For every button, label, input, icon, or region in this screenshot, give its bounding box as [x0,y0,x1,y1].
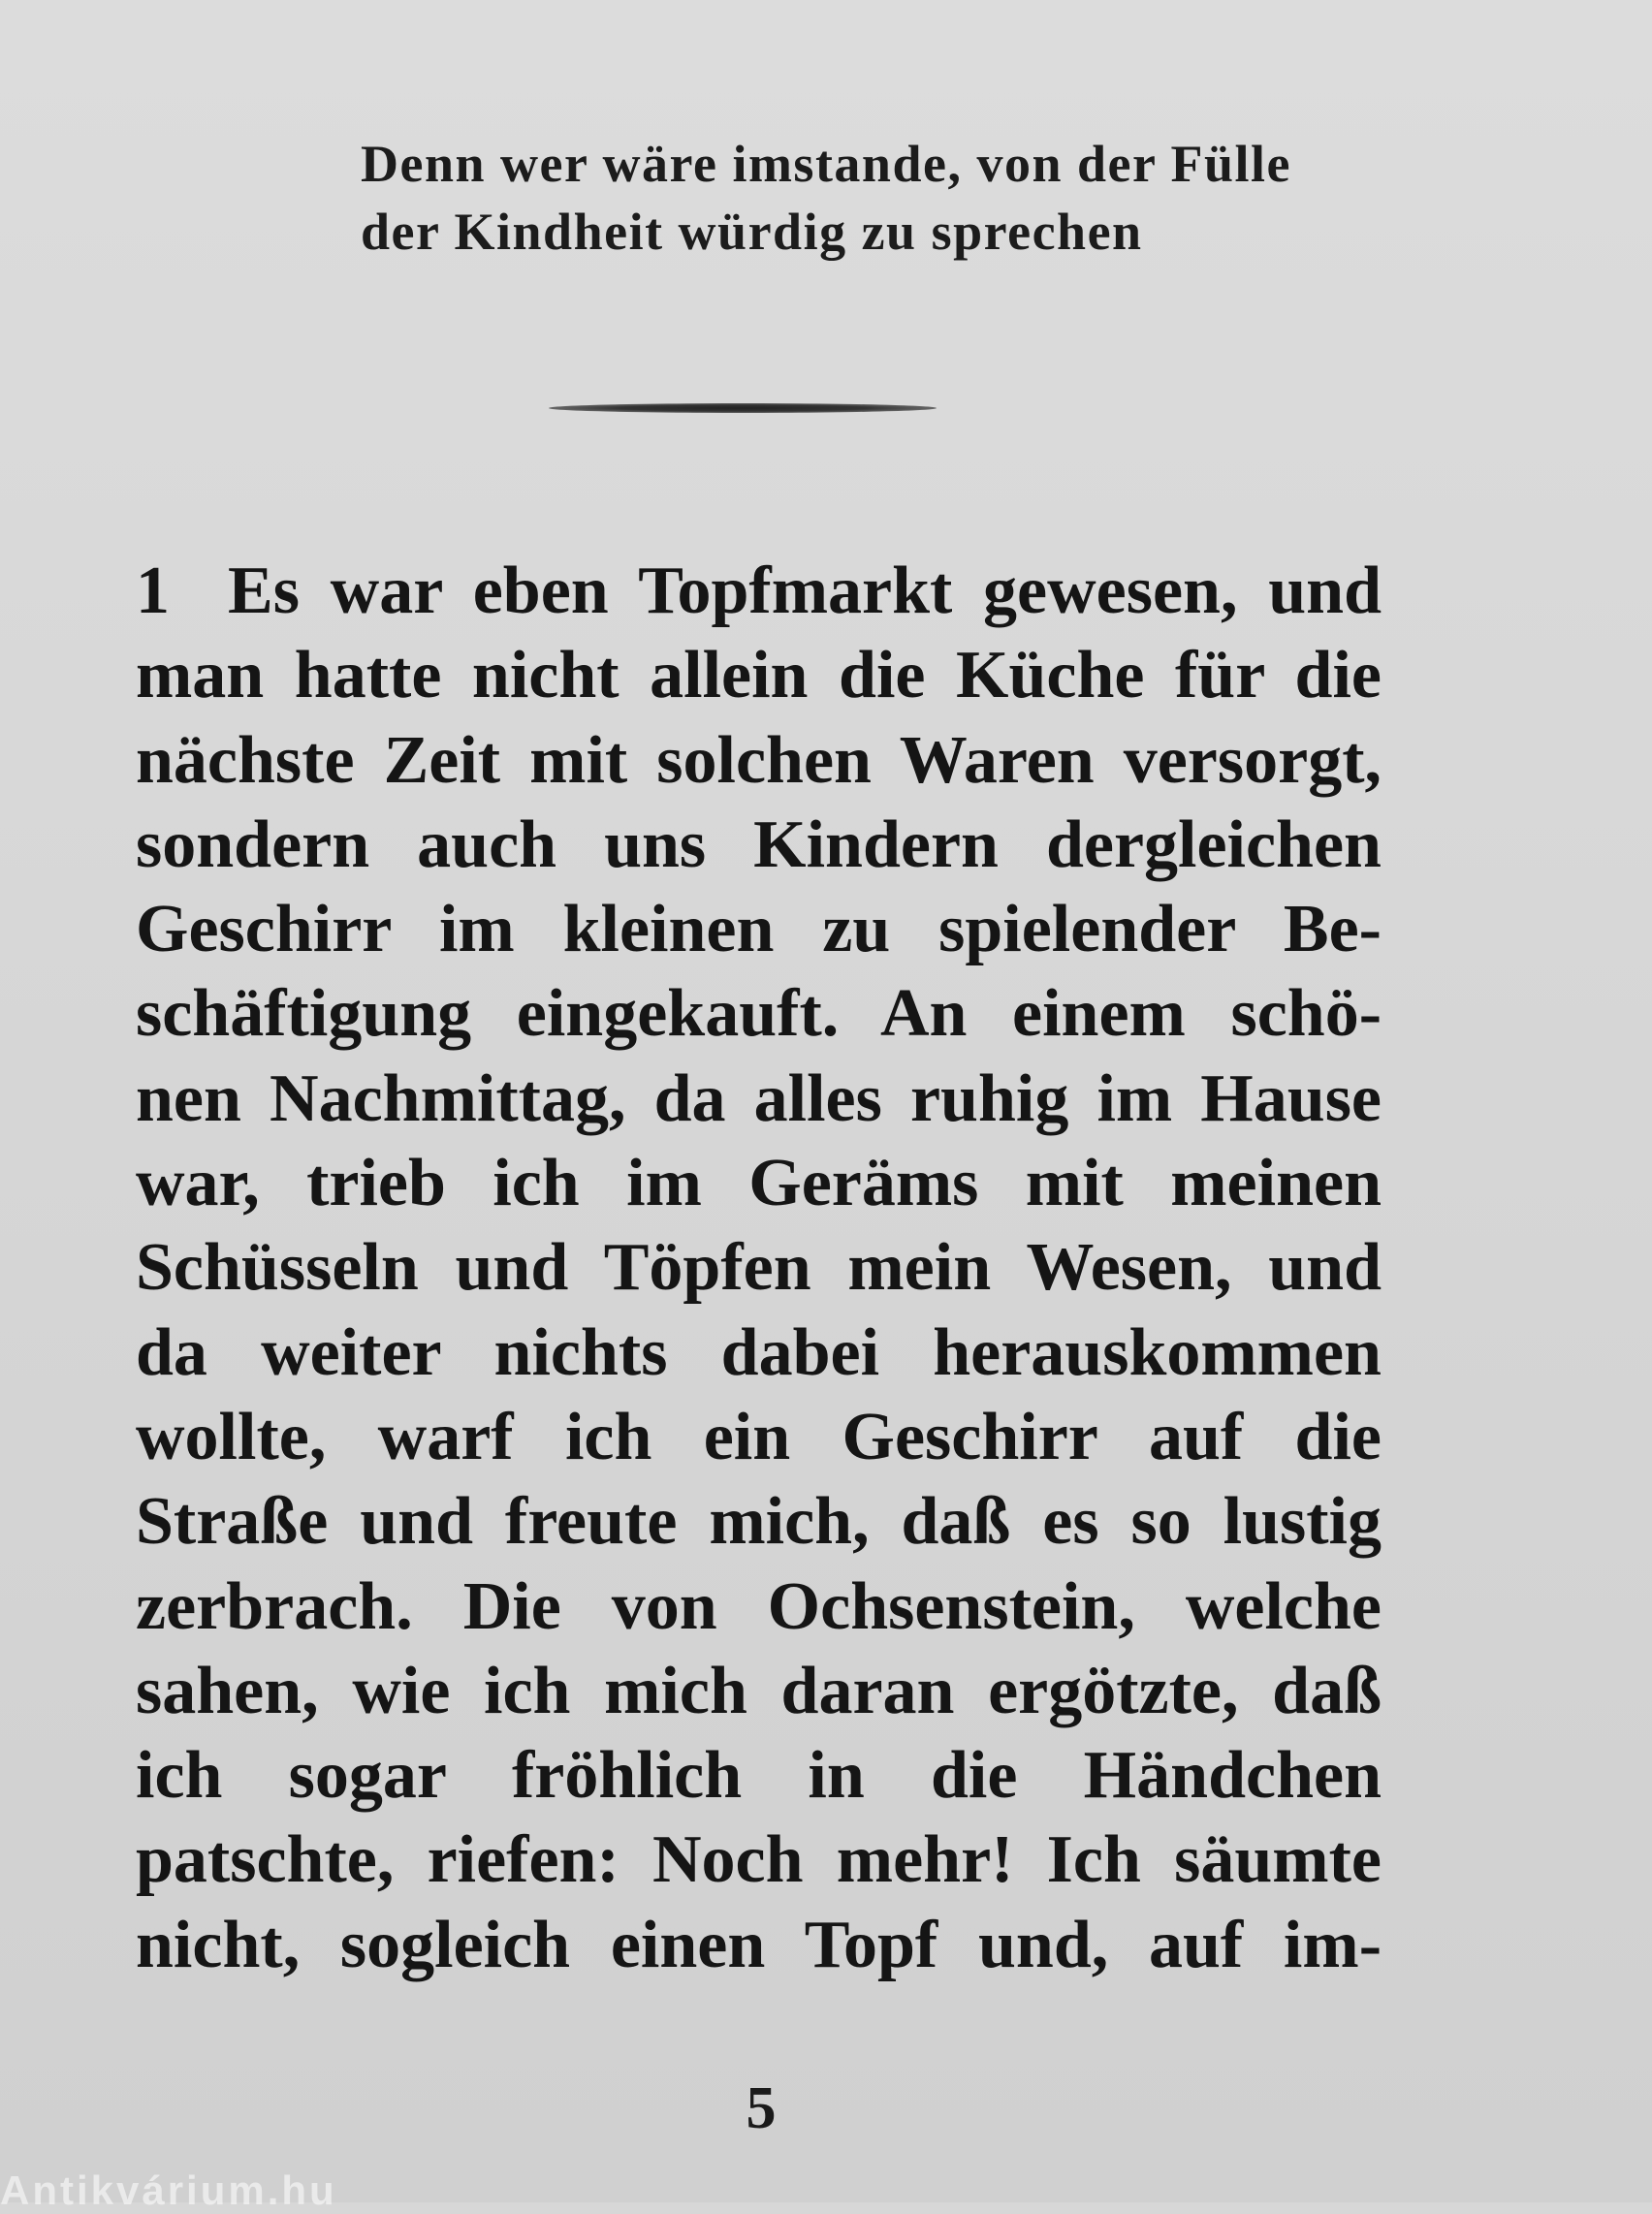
epigraph-line: der Kindheit würdig zu sprechen [361,203,1143,261]
body-line: schäftigung eingekauft. An einem schö- [136,976,1382,1052]
body-line-first [136,549,1382,633]
body-line: nächste Zeit mit solchen Waren versorgt, [136,722,1382,798]
body-line: Schüsseln und Töpfen mein Wesen, und [136,1230,1382,1306]
body-line: Straße und freute mich, daß es so lustig [136,1484,1382,1560]
body-line: war, trieb ich im Geräms mit meinen [136,1146,1382,1221]
epigraph-line: Denn wer wäre imstande, von der Fülle [361,135,1291,193]
ornamental-rule [549,403,937,413]
body-line: man hatte nicht allein die Küche für die [136,638,1382,713]
body-line-last: nicht, sogleich einen Topf und, auf im- [136,1907,1382,1982]
body-line: sahen, wie ich mich daran ergötzte, daß [136,1653,1382,1728]
body-line: da weiter nichts dabei herauskommen [136,1314,1382,1390]
watermark: Antikvárium.hu [0,2167,337,2213]
section-number: 1 [136,554,170,628]
body-line: ich sogar fröhlich in die Händchen [136,1738,1382,1814]
body-line: sondern auch uns Kindern dergleichen [136,807,1382,882]
body-line: Es war eben Topfmarkt gewesen, und [228,554,1382,628]
body-line: patschte, riefen: Noch mehr! Ich säumte [136,1822,1382,1898]
body-line: zerbrach. Die von Ochsenstein, welche [136,1568,1382,1644]
page-number: 5 [746,2075,777,2141]
body-line: wollte, warf ich ein Geschirr auf die [136,1399,1382,1474]
body-line: nen Nachmittag, da alles ruhig im Hause [136,1060,1382,1136]
body-line: Geschirr im kleinen zu spielender Be- [136,892,1382,967]
body-text [136,549,1382,1987]
epigraph [361,130,1379,266]
